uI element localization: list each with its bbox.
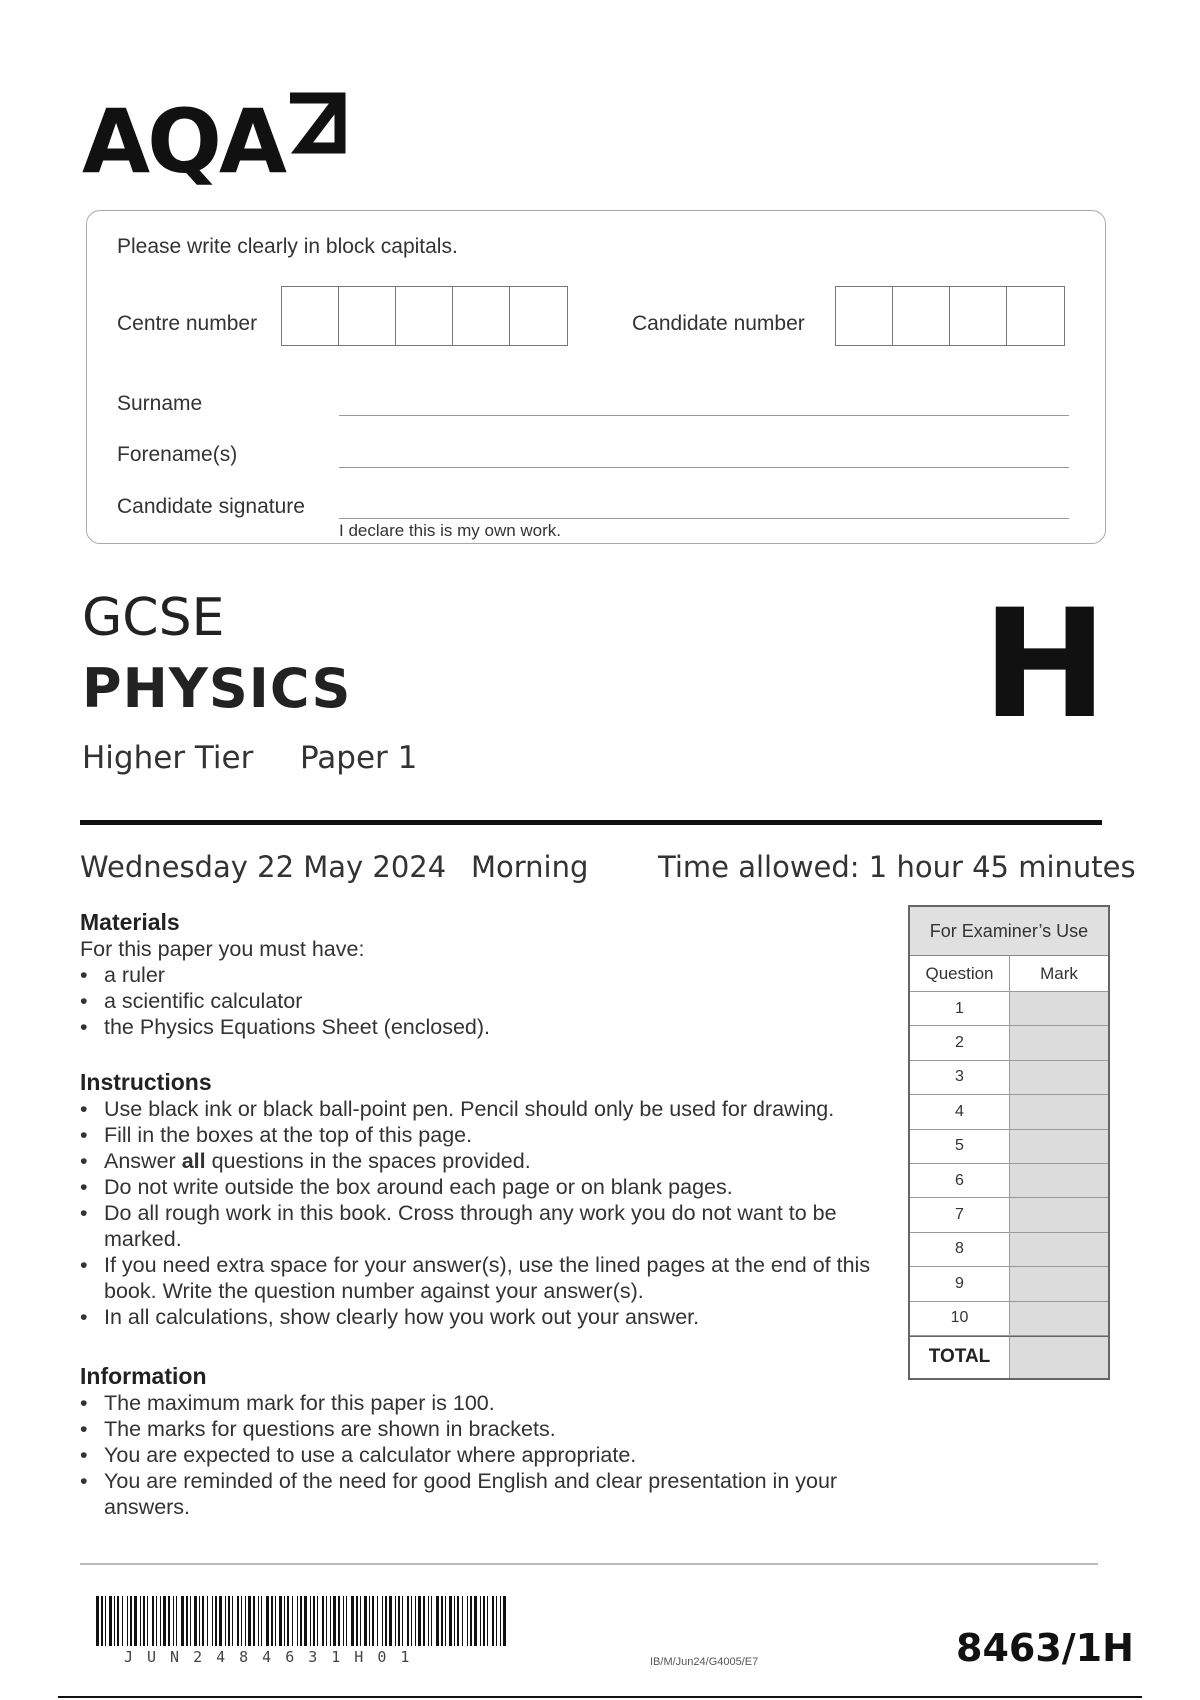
table-row <box>910 1130 1108 1164</box>
list-item: • If you need extra space for your answer(s), use the lined pages at the end of this book. Write the question number against your answer(s). <box>80 1252 880 1304</box>
question-number: 7 <box>910 1198 1010 1231</box>
instructions-section <box>80 1068 880 1330</box>
logo-text: AQA <box>82 90 285 193</box>
emphasis-all: all <box>181 1149 206 1173</box>
mark-cell <box>1010 992 1108 1025</box>
list-item: • the Physics Equations Sheet (enclosed). <box>80 1014 900 1040</box>
tier-label: Higher Tier <box>82 740 254 776</box>
mark-cell <box>1010 1164 1108 1197</box>
question-number: 5 <box>910 1130 1010 1163</box>
paper-code: 8463/1H <box>956 1626 1134 1670</box>
table-row <box>910 1233 1108 1267</box>
examiner-table-heading: For Examiner’s Use <box>910 907 1108 956</box>
mark-cell <box>1010 1095 1108 1128</box>
subject-title: PHYSICS <box>82 657 352 720</box>
table-row <box>910 992 1108 1026</box>
table-row <box>910 1026 1108 1060</box>
candidate-number-digit[interactable] <box>950 287 1007 345</box>
question-number: 1 <box>910 992 1010 1025</box>
table-row <box>910 1267 1108 1301</box>
list-item: • a scientific calculator <box>80 988 900 1014</box>
time-allowed: Time allowed: 1 hour 45 minutes <box>658 850 1136 884</box>
mark-cell <box>1010 1233 1108 1266</box>
centre-number-boxes[interactable] <box>281 286 568 346</box>
surname-label: Surname <box>117 392 203 415</box>
question-number: 2 <box>910 1026 1010 1059</box>
list-item: • Fill in the boxes at the top of this page. <box>80 1122 880 1148</box>
total-cell <box>1010 1337 1108 1378</box>
exam-date: Wednesday 22 May 2024 <box>80 850 447 884</box>
paper-label: Paper 1 <box>300 740 418 776</box>
examiner-use-table <box>908 905 1110 1380</box>
table-row <box>910 1198 1108 1232</box>
centre-number-digit[interactable] <box>282 287 339 345</box>
information-list <box>80 1390 860 1520</box>
document-reference: IB/M/Jun24/G4005/E7 <box>650 1656 759 1668</box>
information-section <box>80 1362 860 1520</box>
answer-text-rest: questions in the spaces provided. <box>211 1149 531 1173</box>
mark-cell <box>1010 1130 1108 1163</box>
exam-session: Morning <box>471 850 589 884</box>
materials-list <box>80 962 900 1040</box>
list-item: • a ruler <box>80 962 900 988</box>
list-item: • You are reminded of the need for good English and clear presentation in your answers. <box>80 1468 860 1520</box>
question-number: 6 <box>910 1164 1010 1197</box>
candidate-details-box <box>86 210 1106 544</box>
candidate-number-digit[interactable] <box>893 287 950 345</box>
aqa-logo-mark-icon <box>284 92 346 154</box>
mark-cell <box>1010 1061 1108 1094</box>
forename-line[interactable] <box>339 467 1069 468</box>
footer-divider <box>80 1563 1098 1565</box>
centre-number-digit[interactable] <box>339 287 396 345</box>
signature-label: Candidate signature <box>117 495 305 518</box>
block-capitals-instruction: Please write clearly in block capitals. <box>117 235 458 258</box>
list-item: • Do all rough work in this book. Cross through any work you do not want to be marked. <box>80 1200 880 1252</box>
centre-number-digit[interactable] <box>510 287 567 345</box>
materials-section <box>80 908 900 1040</box>
mark-column-header: Mark <box>1010 956 1108 991</box>
tier-letter: H <box>982 578 1108 752</box>
page-bottom-rule <box>58 1696 1142 1698</box>
question-number: 9 <box>910 1267 1010 1300</box>
barcode-image <box>96 1596 510 1652</box>
materials-intro: For this paper you must have: <box>80 937 365 961</box>
table-row <box>910 1302 1108 1336</box>
candidate-number-digit[interactable] <box>1007 287 1064 345</box>
question-number: 10 <box>910 1302 1010 1335</box>
information-heading: Information <box>80 1363 207 1389</box>
answer-text: Answer <box>104 1149 176 1173</box>
candidate-number-label: Candidate number <box>632 312 805 335</box>
candidate-number-digit[interactable] <box>836 287 893 345</box>
instructions-heading: Instructions <box>80 1069 212 1095</box>
materials-heading: Materials <box>80 909 180 935</box>
list-item: • Use black ink or black ball-point pen. Pencil should only be used for drawing. <box>80 1096 880 1122</box>
examiner-table-header-row <box>910 956 1108 992</box>
question-column-header: Question <box>910 956 1010 991</box>
question-number: 4 <box>910 1095 1010 1128</box>
mark-cell <box>1010 1026 1108 1059</box>
total-row <box>910 1336 1108 1378</box>
question-number: 3 <box>910 1061 1010 1094</box>
declaration-text: I declare this is my own work. <box>339 521 562 540</box>
list-item <box>80 1148 880 1174</box>
mark-cell <box>1010 1267 1108 1300</box>
total-label: TOTAL <box>910 1337 1010 1378</box>
mark-cell <box>1010 1198 1108 1231</box>
candidate-number-boxes[interactable] <box>835 286 1065 346</box>
list-item: • Do not write outside the box around each page or on blank pages. <box>80 1174 880 1200</box>
centre-number-digit[interactable] <box>453 287 510 345</box>
barcode-digits: JUN2484631H01 <box>124 1648 424 1666</box>
list-item: • In all calculations, show clearly how you work out your answer. <box>80 1304 880 1330</box>
table-row <box>910 1164 1108 1198</box>
instructions-list <box>80 1096 880 1330</box>
signature-line[interactable] <box>339 518 1069 519</box>
mark-cell <box>1010 1302 1108 1335</box>
table-row <box>910 1095 1108 1129</box>
list-item: • The maximum mark for this paper is 100. <box>80 1390 860 1416</box>
table-row <box>910 1061 1108 1095</box>
forename-label: Forename(s) <box>117 443 238 466</box>
question-number: 8 <box>910 1233 1010 1266</box>
aqa-logo <box>82 90 347 193</box>
list-item: • You are expected to use a calculator where appropriate. <box>80 1442 860 1468</box>
centre-number-label: Centre number <box>117 312 258 335</box>
list-item: • The marks for questions are shown in brackets. <box>80 1416 860 1442</box>
centre-number-digit[interactable] <box>396 287 453 345</box>
divider <box>80 820 1102 825</box>
surname-line[interactable] <box>339 415 1069 416</box>
qualification-title: GCSE <box>82 588 225 648</box>
